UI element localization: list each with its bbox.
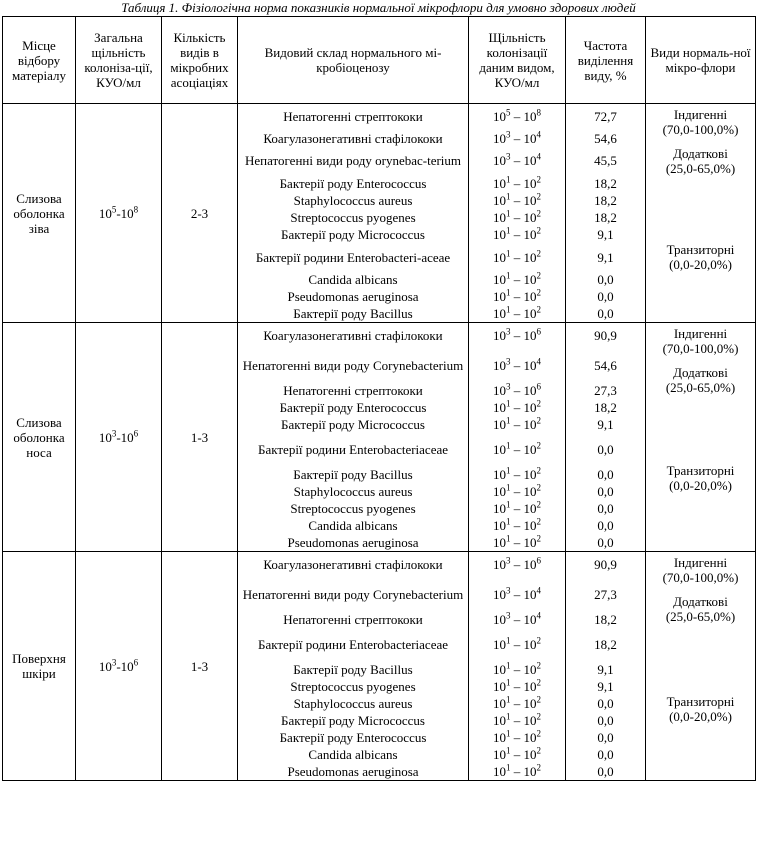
species-density-cell: $10^1 - 10^2$: [469, 661, 566, 678]
species-cell: Бактерії роду Bacillus: [238, 466, 469, 483]
frequency-cell: 9,1: [566, 416, 646, 433]
frequency-cell: 18,2: [566, 175, 646, 192]
frequency-cell: 9,1: [566, 243, 646, 271]
species-cell: Непатогенні види роду Corynebacterium: [238, 349, 469, 382]
flora-type-label: [646, 242, 755, 272]
species-cell: Бактерії родини Enterobacteriaceae: [238, 433, 469, 466]
table-row: [3, 552, 756, 578]
species-density-cell: $10^1 - 10^2$: [469, 305, 566, 322]
flora-type-name: Транзиторні: [666, 242, 735, 257]
species-density-cell: $10^1 - 10^2$: [469, 399, 566, 416]
species-density-cell: $10^3 - 10^6$: [469, 323, 566, 349]
species-cell: Коагулазонегативні стафілококи: [238, 552, 469, 578]
flora-type-name: Транзиторні: [666, 694, 735, 709]
flora-type-range: (0,0-20,0%): [669, 257, 732, 272]
frequency-cell: 0,0: [566, 500, 646, 517]
header-total-density: Загальна щільність колоніза-ції, КУО/мл: [76, 17, 162, 104]
site-cell: Поверхня шкіри: [3, 552, 76, 781]
site-cell: Слизова оболонка зіва: [3, 104, 76, 323]
frequency-cell: 72,7: [566, 104, 646, 130]
flora-type-label: [646, 594, 755, 624]
header-flora-types: Види нормаль-ної мікро-флори: [646, 17, 756, 104]
frequency-cell: 54,6: [566, 349, 646, 382]
species-cell: Бактерії родини Enterobacteri-aceae: [238, 243, 469, 271]
flora-type-name: Індигенні: [673, 107, 728, 122]
frequency-cell: 0,0: [566, 746, 646, 763]
flora-types-cell: [646, 323, 756, 552]
species-density-cell: $10^3 - 10^4$: [469, 147, 566, 175]
flora-types-cell: [646, 552, 756, 781]
frequency-cell: 9,1: [566, 226, 646, 243]
frequency-cell: 0,0: [566, 729, 646, 746]
species-cell: Streptococcus pyogenes: [238, 500, 469, 517]
flora-type-range: (70,0-100,0%): [662, 570, 739, 585]
species-cell: Staphylococcus aureus: [238, 483, 469, 500]
species-cell: Непатогенні стрептококи: [238, 104, 469, 130]
flora-type-range: (0,0-20,0%): [669, 478, 732, 493]
species-cell: Бактерії роду Enterococcus: [238, 729, 469, 746]
species-density-cell: $10^1 - 10^2$: [469, 678, 566, 695]
flora-type-label: [646, 326, 755, 356]
species-cell: Бактерії роду Bacillus: [238, 661, 469, 678]
site-cell: Слизова оболонка носа: [3, 323, 76, 552]
flora-type-name: Додаткові: [673, 365, 728, 380]
species-density-cell: $10^1 - 10^2$: [469, 433, 566, 466]
species-count-cell: 1-3: [162, 552, 238, 781]
species-density-cell: $10^1 - 10^2$: [469, 466, 566, 483]
flora-type-range: (70,0-100,0%): [662, 122, 739, 137]
species-cell: Pseudomonas aeruginosa: [238, 534, 469, 551]
species-density-cell: $10^1 - 10^2$: [469, 712, 566, 729]
species-density-cell: $10^1 - 10^2$: [469, 175, 566, 192]
species-cell: Бактерії роду Micrococcus: [238, 712, 469, 729]
species-density-cell: $10^1 - 10^2$: [469, 695, 566, 712]
header-density-by-species: Щільність колонізації даним видом, КУО/мл: [469, 17, 566, 104]
frequency-cell: 0,0: [566, 712, 646, 729]
species-cell: Staphylococcus aureus: [238, 192, 469, 209]
species-density-cell: $10^1 - 10^2$: [469, 209, 566, 226]
species-density-cell: $10^1 - 10^2$: [469, 416, 566, 433]
header-species-composition: Видовий склад нормального мі-кробіоценозу: [238, 17, 469, 104]
species-cell: Бактерії роду Micrococcus: [238, 226, 469, 243]
species-cell: Бактерії родини Enterobacteriaceae: [238, 628, 469, 661]
microflora-table: [2, 16, 756, 781]
header-frequency: Частота виділення виду, %: [566, 17, 646, 104]
flora-type-name: Додаткові: [673, 594, 728, 609]
species-density-cell: $10^1 - 10^2$: [469, 746, 566, 763]
species-density-cell: $10^3 - 10^4$: [469, 611, 566, 628]
species-density-cell: $10^3 - 10^4$: [469, 578, 566, 611]
species-cell: Непатогенні види роду Corynebacterium: [238, 578, 469, 611]
frequency-cell: 0,0: [566, 433, 646, 466]
frequency-cell: 9,1: [566, 661, 646, 678]
flora-type-range: (70,0-100,0%): [662, 341, 739, 356]
flora-type-label: [646, 365, 755, 395]
species-cell: Бактерії роду Micrococcus: [238, 416, 469, 433]
species-cell: Candida albicans: [238, 517, 469, 534]
species-cell: Candida albicans: [238, 271, 469, 288]
species-cell: Staphylococcus aureus: [238, 695, 469, 712]
flora-type-range: (25,0-65,0%): [665, 380, 736, 395]
frequency-cell: 9,1: [566, 678, 646, 695]
frequency-cell: 18,2: [566, 399, 646, 416]
species-density-cell: $10^1 - 10^2$: [469, 288, 566, 305]
flora-type-name: Додаткові: [673, 146, 728, 161]
species-density-cell: $10^1 - 10^2$: [469, 763, 566, 780]
frequency-cell: 0,0: [566, 288, 646, 305]
species-count-cell: 2-3: [162, 104, 238, 323]
flora-types-cell: [646, 104, 756, 323]
species-density-cell: $10^3 - 10^6$: [469, 382, 566, 399]
frequency-cell: 54,6: [566, 130, 646, 147]
flora-type-name: Індигенні: [673, 555, 728, 570]
flora-type-label: [646, 555, 755, 585]
species-cell: Candida albicans: [238, 746, 469, 763]
flora-type-label: [646, 146, 755, 176]
frequency-cell: 18,2: [566, 209, 646, 226]
species-density-cell: $10^1 - 10^2$: [469, 534, 566, 551]
header-site: Місце відбору матеріалу: [3, 17, 76, 104]
species-density-cell: $10^1 - 10^2$: [469, 517, 566, 534]
total-density-cell: $10^3-10^6$: [76, 552, 162, 781]
flora-type-name: Індигенні: [673, 326, 728, 341]
species-density-cell: $10^1 - 10^2$: [469, 628, 566, 661]
species-density-cell: $10^1 - 10^2$: [469, 192, 566, 209]
species-density-cell: $10^1 - 10^2$: [469, 483, 566, 500]
species-cell: Streptococcus pyogenes: [238, 678, 469, 695]
species-density-cell: $10^1 - 10^2$: [469, 226, 566, 243]
frequency-cell: 27,3: [566, 578, 646, 611]
header-row: [3, 17, 756, 104]
species-cell: Pseudomonas aeruginosa: [238, 763, 469, 780]
species-density-cell: $10^1 - 10^2$: [469, 271, 566, 288]
frequency-cell: 90,9: [566, 552, 646, 578]
frequency-cell: 0,0: [566, 483, 646, 500]
species-cell: Streptococcus pyogenes: [238, 209, 469, 226]
frequency-cell: 27,3: [566, 382, 646, 399]
species-density-cell: $10^1 - 10^2$: [469, 500, 566, 517]
frequency-cell: 0,0: [566, 466, 646, 483]
table-row: [3, 104, 756, 130]
species-cell: Бактерії роду Enterococcus: [238, 399, 469, 416]
flora-type-label: [646, 463, 755, 493]
flora-type-label: [646, 694, 755, 724]
flora-type-range: (25,0-65,0%): [665, 609, 736, 624]
table-body: [3, 104, 756, 781]
frequency-cell: 18,2: [566, 192, 646, 209]
table-row: [3, 323, 756, 349]
total-density-cell: $10^5-10^8$: [76, 104, 162, 323]
flora-type-range: (25,0-65,0%): [665, 161, 736, 176]
species-cell: Непатогенні стрептококи: [238, 382, 469, 399]
species-cell: Непатогенні стрептококи: [238, 611, 469, 628]
flora-type-label: [646, 107, 755, 137]
species-cell: Бактерії роду Enterococcus: [238, 175, 469, 192]
species-density-cell: $10^1 - 10^2$: [469, 729, 566, 746]
frequency-cell: 0,0: [566, 271, 646, 288]
flora-type-range: (0,0-20,0%): [669, 709, 732, 724]
species-cell: Бактерії роду Bacillus: [238, 305, 469, 322]
frequency-cell: 0,0: [566, 695, 646, 712]
frequency-cell: 18,2: [566, 611, 646, 628]
species-density-cell: $10^3 - 10^4$: [469, 130, 566, 147]
total-density-cell: $10^3-10^6$: [76, 323, 162, 552]
species-density-cell: $10^1 - 10^2$: [469, 243, 566, 271]
frequency-cell: 0,0: [566, 763, 646, 780]
species-count-cell: 1-3: [162, 323, 238, 552]
table-caption: Таблиця 1. Фізіологічна норма показників нормальної мікрофлори для умовно здорових людей: [121, 0, 636, 15]
header-species-count: Кількість видів в мікробних асоціаціях: [162, 17, 238, 104]
species-cell: Коагулазонегативні стафілококи: [238, 323, 469, 349]
frequency-cell: 90,9: [566, 323, 646, 349]
frequency-cell: 0,0: [566, 517, 646, 534]
species-density-cell: $10^5 - 10^8$: [469, 104, 566, 130]
species-density-cell: $10^3 - 10^4$: [469, 349, 566, 382]
frequency-cell: 45,5: [566, 147, 646, 175]
frequency-cell: 0,0: [566, 305, 646, 322]
frequency-cell: 18,2: [566, 628, 646, 661]
species-cell: Pseudomonas aeruginosa: [238, 288, 469, 305]
flora-type-name: Транзиторні: [666, 463, 735, 478]
species-cell: Непатогенні види роду orynebac-terium: [238, 147, 469, 175]
species-cell: Коагулазонегативні стафілококи: [238, 130, 469, 147]
species-density-cell: $10^3 - 10^6$: [469, 552, 566, 578]
frequency-cell: 0,0: [566, 534, 646, 551]
